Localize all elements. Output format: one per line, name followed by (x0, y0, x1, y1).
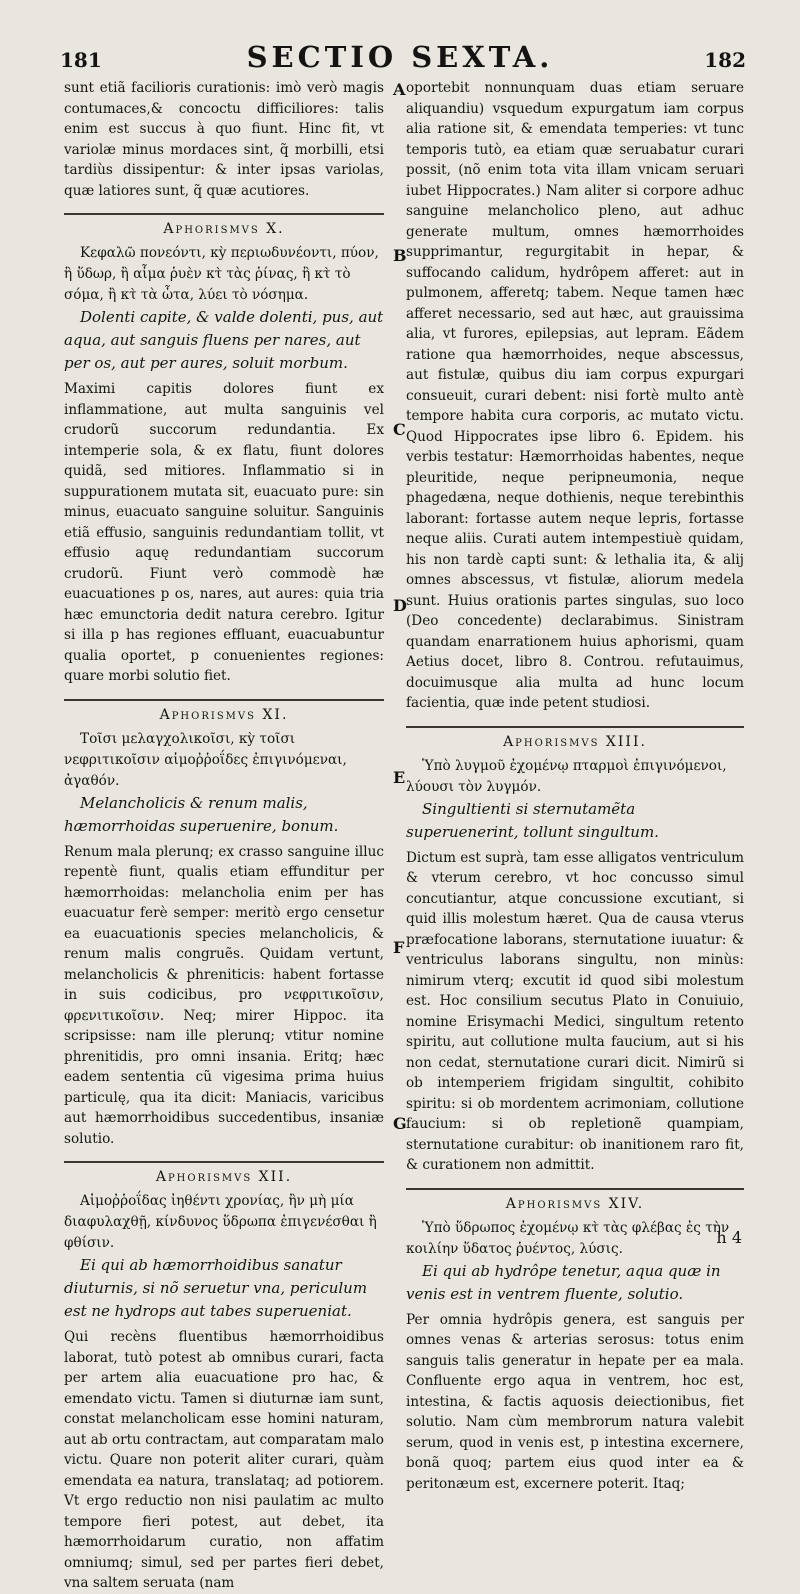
aphorism-13-latin: Singultienti si sternutamẽta superuenerint, tollunt singultum. (406, 799, 659, 841)
left-column (64, 78, 384, 1591)
margin-letter-a: A (393, 80, 406, 99)
aphorism-13-heading: Aphorismvs XIII. (406, 726, 744, 750)
continuation-paragraph: oportebit nonnunquam duas etiam seruare aliquandiu) vsquedum expurgatum iam corpus alia ratione sit, & emendata temperies: vt tunc temporis tutò, ea etiam quæ seruabatur curari possit, (nõ enim tota vita illam vnicam seruari iubet Hippocrates.) Nam aliter si corpore adhuc sanguine melancholico pleno, aut adhuc generate multum, omnes hæmorrhoides supprimantur, regurgitabit in hepar, & suffocando calidum, hydrôpem afferet: aut in pulmonem, afferetq; tabem. Neque tamen hæc afferet necessario, sed aut hæc, aut grauissima alia, vt furores, epilepsias, aut lepram. Eãdem ratione qua hæmorrhoides, neque abscessus, aut fistulæ, quibus diu iam corpus expurgari consueuit, curari debent: nisi fortè multo antè tempore habita cura corporis, ac mutato victu. Quod Hippocrates ipse libro 6. Epidem. his verbis testatur: Hæmorrhoidas habentes, neque pleuritide, neque peripneumonia, neque phagedæna, neque dothienis, neque terebinthis laborant: fortasse autem neque lepris, fortasse neque aliis. Curati autem intempestiuè quidam, his non tardè capti sunt: & lethalia ita, & alij omnes abscessus, vt fistulæ, aliorum medela sunt. Huius orationis partes singulas, suo loco (Deo concedente) declarabimus. Sinistram quandam enarrationem huius aphorismi, quam Aetius docet, libro 8. Controu. refutauimus, docuimusque alia multa ad hunc locum facientia, quæ inde petent studiosi. (406, 80, 744, 711)
signature-mark: h 4 (716, 1228, 742, 1247)
page-number-right: 182 (704, 48, 746, 72)
aphorism-13-commentary: Dictum est suprà, tam esse alligatos ventriculum & vterum cerebro, vt hoc concusso simul concutiantur, atque concussione excutiant, si quid illis molestum hæret. Qua de causa vterus præfocatione laborans, sternutatione iuuatur: & ventriculus laborans singultu, non minùs: nimirum vterq; excutit id quod sibi molestum est. Hoc consilium secutus Plato in Conuiuio, nomine Erisymachi Medici, singultum retento spiritu, aut collutione multa faucium, aut si his non cedat, sternutatione curari dicit. Nimirũ si ob intemperiem frigidam singultit, cohibito spiritu: si ob mordentem acrimoniam, collutione faucium: si ob repletionẽ quampiam, sternutatione curabitur: ob inanitionem raro fit, & curationem non admittit. (406, 849, 744, 1173)
margin-letter-d: D (393, 596, 407, 615)
aphorism-14-heading: Aphorismvs XIV. (406, 1188, 744, 1212)
aphorism-14-commentary: Per omnia hydrôpis genera, est sanguis per omnes venas & arterias serosus: totus enim sanguis talis generatur in hepate per ea mala. Confluente ergo aqua in ventrem, hoc est, intestina, & factis aquosis deiectionibus, fiet solutio. Nam cùm membrorum natura valebit serum, quod in venis est, p intestina excernere, bonã quoq; partem eius quod inter ea & peritonæum est, excernere poterit. Itaq; (406, 1311, 744, 1492)
aphorism-12-latin: Ei qui ab hæmorrhoidibus sanatur diuturnis, si nõ seruetur vna, periculum est ne hydrops aut tabes superueniat. (64, 1256, 368, 1320)
margin-letter-f: F (393, 938, 405, 957)
aphorism-12-heading: Aphorismvs XII. (64, 1161, 384, 1185)
aphorism-10-heading: Aphorismvs X. (64, 213, 384, 237)
aphorism-11-greek: Τοῖσι μελαγχολικοῖσι, κỳ τοῖσι νεφριτικοῖσιν αἱμοῤῥοΐδες ἐπιγινόμεναι, ἀγαθόν. (64, 730, 347, 789)
aphorism-13-greek: Ὑπὸ λυγμοῦ ἐχομένῳ πταρμοὶ ἐπιγινόμενοι, λύουσι τὸν λυγμόν. (406, 757, 727, 795)
margin-letter-e: E (393, 768, 406, 787)
intro-paragraph: sunt etiã facilioris curationis: imò verò magis contumaces,& concoctu difficiliores: talis enim est succus à quo fiunt. Hinc fit, vt variolæ minus mordaces sint, q̃ morbilli, etsi tardiùs dissipentur: & inter ipsas variolas, quæ latiores sunt, q̃ quæ acutiores. (64, 80, 384, 199)
aphorism-10-commentary: Maximi capitis dolores fiunt ex inflammatione, aut multa sanguinis vel crudorũ succorum redundantia. Ex intemperie sola, & ex flatu, fiunt dolores quidã, sed mitiores. Inflammatio si in suppurationem mutata sit, euacuato pure: sin minus, euacuato sanguine soluitur. Sanguinis etiã effusio, sanguinis redundantiam tollit, vt effusio aquę redundantiam succorum crudorũ. Fiunt verò commodè hæ euacuationes p os, nares, aut aures: quia tria hæc emunctoria dedit natura cerebro. Igitur si illa p has regiones effluant, euacuabuntur qualia oportet, p conuenientes regiones: quare morbi solutio fiet. (64, 381, 384, 684)
running-head: SECTIO SEXTA. (246, 40, 554, 74)
aphorism-10-latin: Dolenti capite, & valde dolenti, pus, aut aqua, aut sanguis fluens per nares, aut per os, aut per aures, soluit morbum. (64, 308, 384, 372)
aphorism-10-greek: Κεφαλῶ πονεόντι, κỳ περιωδυνέοντι, πύον, ἢ ὕδωρ, ἢ αἷμα ῥυὲν κτ̀ τὰς ῥίνας, ἢ κτ̀ τὸ σόμα, ἢ κτ̀ τὰ ὦτα, λύει τὸ νόσημα. (64, 245, 379, 303)
aphorism-11-latin: Melancholicis & renum malis, hæmorrhoidas superuenire, bonum. (64, 793, 339, 835)
margin-letter-b: B (393, 246, 407, 265)
page-number-left: 181 (60, 48, 102, 72)
aphorism-11-commentary: Renum mala plerunq; ex crasso sanguine illuc repentè fiunt, qualis etiam effunditur per hæmorrhoidas: melancholia enim per has euacuatur ferè semper: meritò ergo censetur ea euacuationis species melancholicis, & renum malis congruẽs. Quidam vertunt, melancholicis & phreniticis: habent fortasse in suis codicibus, pro νεφριτικοῖσιν, φρενιτικοῖσιν. Neq; mirer Hippoc. ita scripsisse: nam ille plerunq; vtitur nomine phrenitidis, pro omni insania. Eritq; hæc eadem sententia cũ vigesima prima huius particulę, qua ita dicit: Maniacis, varicibus aut hæmorrhoidibus succedentibus, insaniæ solutio. (64, 843, 384, 1147)
margin-letter-c: C (393, 420, 406, 439)
aphorism-12-commentary: Qui recèns fluentibus hæmorrhoidibus laborat, tutò potest ab omnibus curari, facta per artem alia euacuatione pro hac, & emendato victu. Tamen si diuturnæ iam sunt, constat melancholicam esse homini naturam, aut ab ortu contractam, aut comparatam malo victu. Quare non poterit aliter curari, quàm emendata ea natura, translataq; ad potiorem. Vt ergo reductio non nisi paulatim ac multo tempore fieri potest, aut debet, ita hæmorrhoidarum curatio, non affatim omniumq; simul, sed per partes fieri debet, vna saltem seruata (nam (64, 1329, 384, 1591)
aphorism-14-greek: Ὑπὸ ὕδρωπος ἐχομένῳ κτ̀ τὰς φλέβας ἐς τὴν κοιλίην ὕδατος ῥυέντος, λύσις. (406, 1219, 730, 1257)
margin-letter-g: G (393, 1114, 407, 1133)
aphorism-11-heading: Aphorismvs XI. (64, 699, 384, 723)
aphorism-12-greek: Αἱμοῤῥοΐδας ἰηθέντι χρονίας, ἢν μὴ μία διαφυλαχθῇ, κίνδυνος ὕδρωπα ἐπιγενέσθαι ἢ φθίσιν. (64, 1193, 377, 1251)
aphorism-14-latin: Ei qui ab hydrôpe tenetur, aqua quæ in venis est in ventrem fluente, solutio. (406, 1261, 721, 1303)
